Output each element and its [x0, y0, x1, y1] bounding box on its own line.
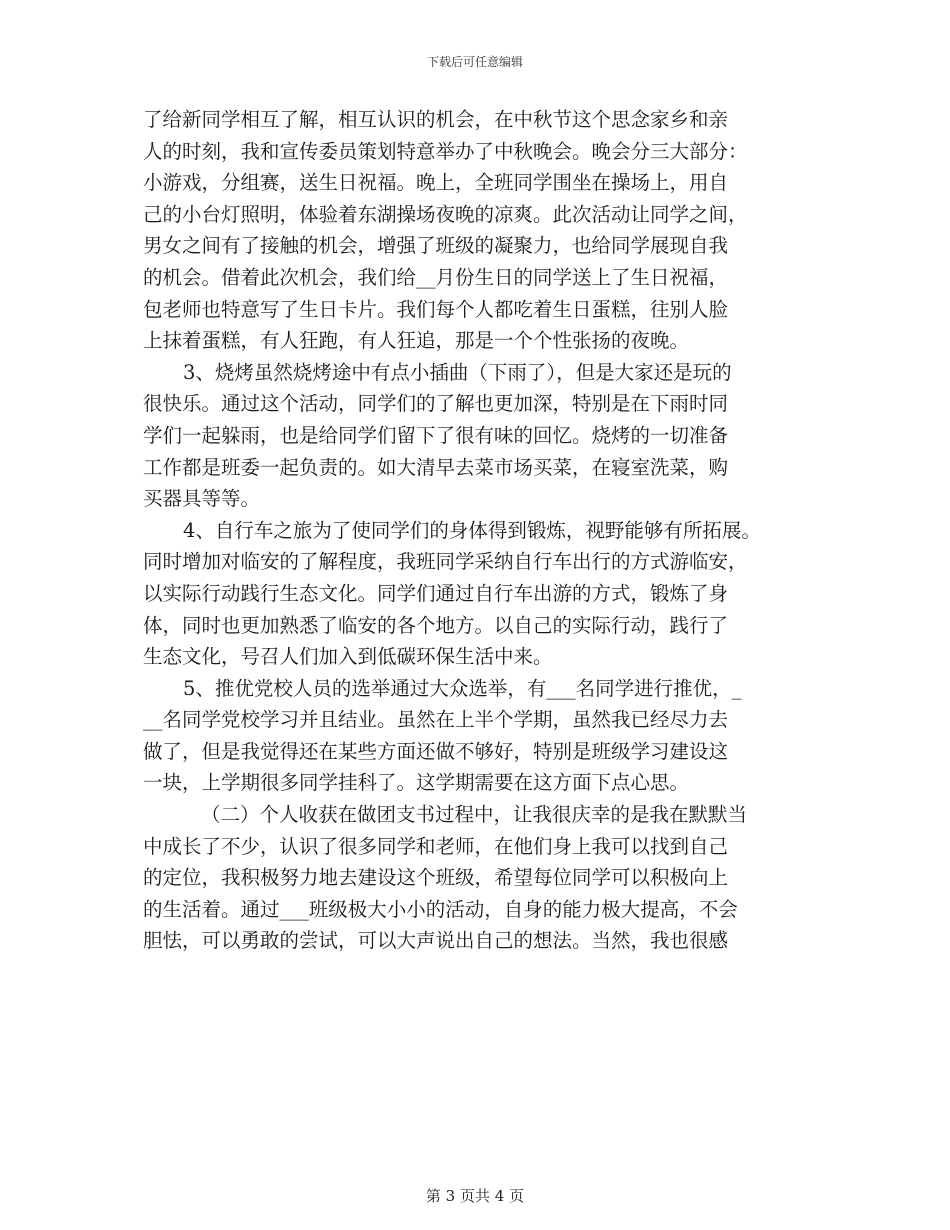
text-line: 学们一起躲雨，也是给同学们留下了很有味的回忆。烧烤的一切准备	[143, 423, 729, 447]
page-header: 下载后可任意编辑	[426, 55, 523, 69]
text-line: 男女之间有了接触的机会，增强了班级的凝聚力，也给同学展现自我	[143, 234, 729, 258]
text-line: 生态文化，号召人们加入到低碳环保生活中来。	[143, 645, 553, 669]
paragraph-start-line: （二）个人收获在做团支书过程中，让我很庆幸的是我在默默当	[201, 803, 748, 827]
text-line: 体，同时也更加熟悉了临安的各个地方。以自己的实际行动，践行了	[143, 613, 729, 637]
paragraph-start-line: 4、自行车之旅为了使同学们的身体得到锻炼，视野能够有所拓展。	[183, 518, 761, 542]
text-line: 了给新同学相互了解，相互认识的机会，在中秋节这个思念家乡和亲	[143, 108, 729, 131]
text-line: 人的时刻，我和宣传委员策划特意举办了中秋晚会。晚会分三大部分：	[143, 139, 748, 163]
text-line: 的生活着。通过___班级极大小小的活动，自身的能力极大提高，不会	[143, 897, 738, 921]
text-line: __名同学党校学习并且结业。虽然在上半个学期，虽然我已经尽力去	[143, 708, 729, 732]
text-line: 胆怯，可以勇敢的尝试，可以大声说出自己的想法。当然，我也很感	[143, 929, 729, 953]
document-body	[143, 104, 811, 957]
text-line: 包老师也特意写了生日卡片。我们每个人都吃着生日蛋糕，往别人脸	[143, 297, 729, 321]
text-line: 买器具等等。	[143, 487, 261, 511]
page-footer: 第 3 页共 4 页	[425, 1187, 525, 1205]
text-line: 上抹着蛋糕，有人狂跑，有人狂追，那是一个个性张扬的夜晚。	[143, 329, 690, 353]
text-line: 以实际行动践行生态文化。同学们通过自行车出游的方式，锻炼了身	[143, 581, 729, 605]
text-line: 的机会。借着此次机会，我们给__月份生日的同学送上了生日祝福，	[143, 265, 729, 289]
text-line: 的定位，我积极努力地去建设这个班级，希望每位同学可以积极向上	[143, 866, 729, 890]
text-line: 一块，上学期很多同学挂科了。这学期需要在这方面下点心思。	[143, 771, 690, 795]
text-line: 同时增加对临安的了解程度，我班同学采纳自行车出行的方式游临安，	[143, 550, 748, 574]
text-line: 很快乐。通过这个活动，同学们的了解也更加深，特别是在下雨时同	[143, 392, 729, 416]
paragraph-start-line: 5、推优党校人员的选举通过大众选举，有___名同学进行推优，_	[183, 676, 742, 700]
text-line: 中成长了不少，认识了很多同学和老师，在他们身上我可以找到自己	[143, 834, 729, 858]
text-line: 工作都是班委一起负责的。如大清早去菜市场买菜，在寝室洗菜，购	[143, 455, 729, 479]
text-line: 己的小台灯照明，体验着东湖操场夜晚的凉爽。此次活动让同学之间，	[143, 202, 748, 226]
text-line: 小游戏，分组赛，送生日祝福。晚上，全班同学围坐在操场上，用自	[143, 171, 729, 195]
paragraph-start-line: 3、烧烤虽然烧烤途中有点小插曲（下雨了），但是大家还是玩的	[183, 360, 732, 384]
text-line: 做了，但是我觉得还在某些方面还做不够好，特别是班级学习建设这	[143, 739, 729, 763]
